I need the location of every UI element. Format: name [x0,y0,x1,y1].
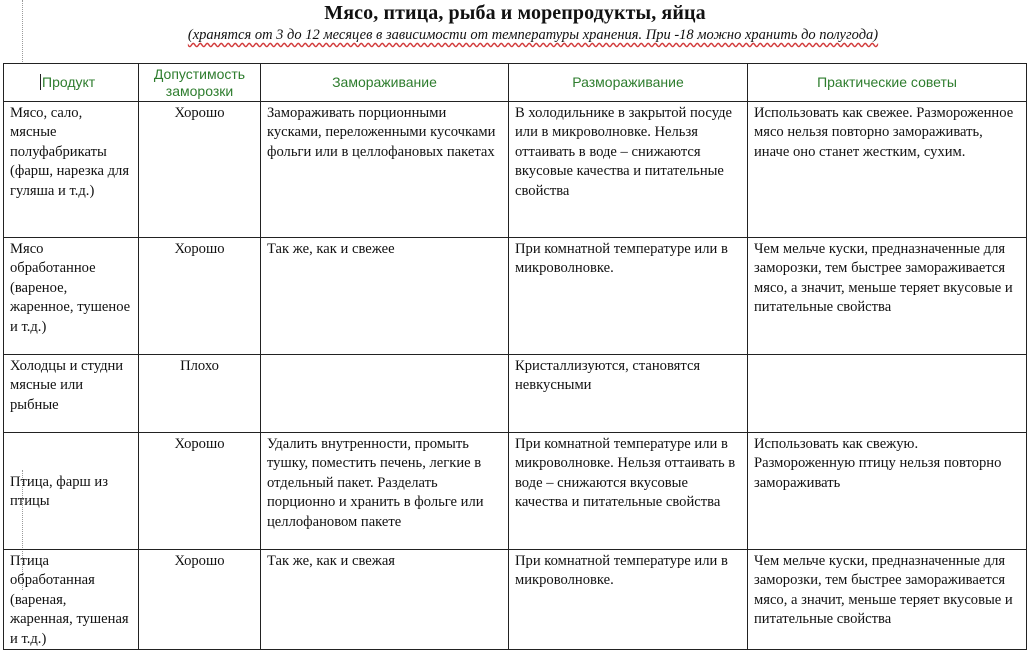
table-row [4,355,1027,433]
cell-freezability: Хорошо [139,238,261,355]
document-subtitle [0,27,1030,44]
table-row [4,238,1027,355]
cell-freezability: Хорошо [139,102,261,238]
subtitle-text: (хранятся от 3 до 12 месяцев в зависимости от температуры хранения. При -18 можно хранить до полугода) [187,27,879,43]
cell-freezing: Удалить внутренности, промыть тушку, поместить печень, легкие в отдельный пакет. Разделать порционно и хранить в фольге или целлофановом пакете [261,433,509,550]
cell-defrosting: Кристаллизуются, становятся невкусными [509,355,748,433]
header-product [4,64,139,102]
table-row [4,102,1027,238]
table-row [4,433,1027,550]
cell-freezing [261,355,509,433]
cell-freezability: Хорошо [139,433,261,550]
table-header-row [4,64,1027,102]
cell-freezing: Так же, как и свежая [261,550,509,650]
cell-defrosting: При комнатной температуре или в микроволновке. Нельзя оттаивать в воде – снижаются вкусовые качества и питательные свойства [509,433,748,550]
text-cursor [40,74,41,90]
cell-tips [748,355,1027,433]
cell-product: Птица обработанная (вареная, жаренная, тушеная и т.д.) [4,550,139,650]
cell-product: Холодцы и студни мясные или рыбные [4,355,139,433]
cell-freezing: Замораживать порционными кусками, переложенными кусочками фольги или в целлофановых пакетах [261,102,509,238]
cell-product: Птица, фарш из птицы [4,433,139,550]
header-tips: Практические советы [748,64,1027,102]
cell-product: Мясо, сало, мясные полуфабрикаты (фарш, нарезка для гуляша и т.д.) [4,102,139,238]
cell-freezability: Хорошо [139,550,261,650]
cell-freezing: Так же, как и свежее [261,238,509,355]
header-freezability: Допустимость заморозки [139,64,261,102]
cell-freezability: Плохо [139,355,261,433]
cell-defrosting: При комнатной температуре или в микроволновке. [509,550,748,650]
header-freezing: Замораживание [261,64,509,102]
cell-defrosting: При комнатной температуре или в микроволновке. [509,238,748,355]
table-row [4,550,1027,650]
document-title: Мясо, птица, рыба и морепродукты, яйца [324,2,706,24]
storage-table [3,63,1027,650]
cell-tips: Использовать как свежее. Размороженное мясо нельзя повторно замораживать, иначе оно станет жестким, сухим. [748,102,1027,238]
header-defrosting: Размораживание [509,64,748,102]
header-product-label: Продукт [42,74,96,90]
cell-tips: Чем мельче куски, предназначенные для заморозки, тем быстрее замораживается мясо, а значит, меньше теряет вкусовые и питательные свойства [748,238,1027,355]
cell-tips: Использовать как свежую. Размороженную птицу нельзя повторно замораживать [748,433,1027,550]
cell-product: Мясо обработанное (вареное, жаренное, тушеное и т.д.) [4,238,139,355]
cell-tips: Чем мельче куски, предназначенные для заморозки, тем быстрее замораживается мясо, а значит, меньше теряет вкусовые и питательные свойства [748,550,1027,650]
cell-defrosting: В холодильнике в закрытой посуде или в микроволновке. Нельзя оттаивать в воде – снижаются вкусовые качества и питательные свойства [509,102,748,238]
